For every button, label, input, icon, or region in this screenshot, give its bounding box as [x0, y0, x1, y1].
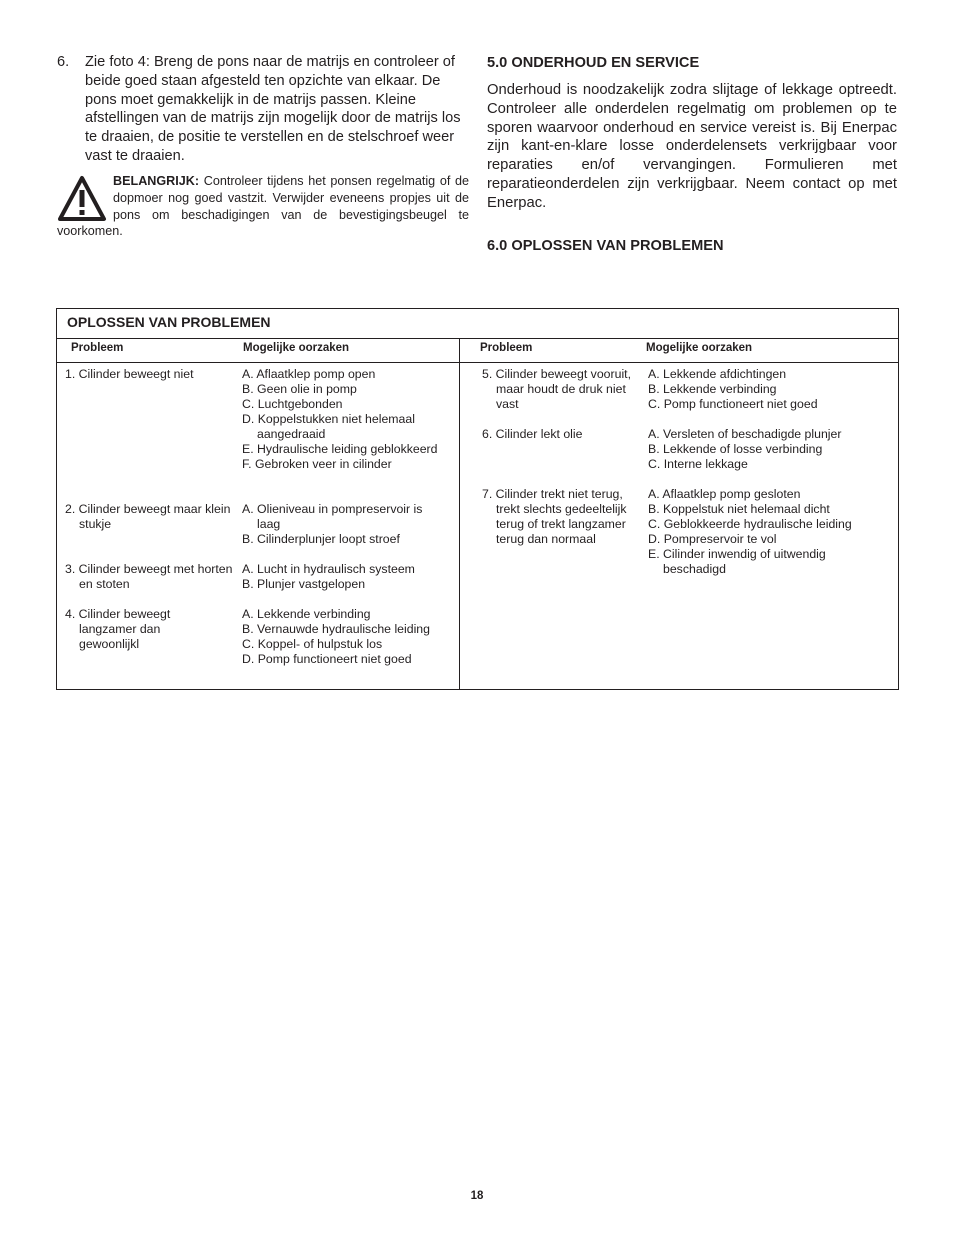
warning-block — [57, 173, 469, 240]
column-header-causes: Mogelijke oorzaken — [646, 342, 753, 354]
step-text: Zie foto 4: Breng de pons naar de matrijs en controleer of beide goed staan afgesteld ten opzichte van elkaar. De pons moet gemakkelijk in de matrijs passen. Kleine afstellingen van de matrijs zijn mogelijk door de matrijs los te draaien, de positie te verstellen en de stelschroef weer vast te draaien. — [85, 54, 461, 164]
cause-item: C. Luchtgebonden — [242, 397, 343, 411]
cause-item: B. Cilinderplunjer loopt stroef — [242, 532, 400, 546]
problem-cell: 7. Cilinder trekt niet terug, trekt slechts gedeeltelijk terug of trekt langzamer terug dan normaal — [482, 487, 627, 546]
column-header-problem: Probleem — [480, 342, 533, 354]
cause-item: E. Hydraulische leiding geblokkeerd — [242, 442, 438, 456]
cause-item: D. Pompreservoir te vol — [648, 532, 777, 546]
causes-cell — [242, 367, 447, 472]
troubleshooting-table — [56, 308, 899, 690]
causes-cell — [648, 487, 888, 577]
table-divider — [57, 362, 898, 363]
table-title: OPLOSSEN VAN PROBLEMEN — [67, 314, 271, 330]
cause-item: C. Geblokkeerde hydraulische leiding — [648, 517, 852, 531]
causes-cell — [242, 562, 447, 592]
cause-item: B. Lekkende of losse verbinding — [648, 442, 823, 456]
causes-cell — [648, 367, 888, 412]
causes-cell — [648, 427, 888, 472]
warning-text: Controleer tijdens het ponsen regelmatig of de dopmoer nog goed vastzit. Verwijder eveneens propjes uit de pons om beschadigingen van de bevestigingsbeugel te voorkomen. — [57, 174, 469, 239]
cause-item: B. Koppelstuk niet helemaal dicht — [648, 502, 830, 516]
problem-cell: 2. Cilinder beweegt maar klein stukje — [65, 502, 231, 531]
warning-triangle-icon — [57, 175, 107, 223]
step-6 — [57, 53, 469, 166]
table-divider — [57, 338, 898, 339]
section-6-heading: 6.0 OPLOSSEN VAN PROBLEMEN — [487, 238, 724, 254]
problem-cell: 1. Cilinder beweegt niet — [65, 367, 194, 381]
cause-item: B. Vernauwde hydraulische leiding — [242, 622, 430, 636]
cause-item: E. Cilinder inwendig of uitwendig beschadigd — [648, 547, 826, 576]
cause-item: A. Aflaatklep pomp open — [242, 367, 376, 381]
problem-cell: 6. Cilinder lekt olie — [482, 427, 583, 441]
step-number: 6. — [57, 54, 70, 70]
causes-cell — [242, 502, 447, 547]
cause-item: A. Lekkende afdichtingen — [648, 367, 787, 381]
section-5-heading: 5.0 ONDERHOUD EN SERVICE — [487, 55, 700, 71]
cause-item: B. Lekkende verbinding — [648, 382, 777, 396]
column-header-problem: Probleem — [71, 342, 124, 354]
cause-item: A. Aflaatklep pomp gesloten — [648, 487, 801, 501]
problem-cell: 5. Cilinder beweegt vooruit, maar houdt de druk niet vast — [482, 367, 632, 411]
cause-item: A. Lucht in hydraulisch systeem — [242, 562, 415, 576]
problem-cell: 4. Cilinder beweegt langzamer dan gewoonlijkl — [65, 607, 171, 651]
cause-item: C. Pomp functioneert niet goed — [648, 397, 818, 411]
cause-item: B. Geen olie in pomp — [242, 382, 357, 396]
column-header-causes: Mogelijke oorzaken — [243, 342, 350, 354]
cause-item: A. Olieniveau in pompreservoir is laag — [242, 502, 423, 531]
section-5-text: Onderhoud is noodzakelijk zodra slijtage of lekkage optreedt. Controleer alle onderdelen regelmatig om problemen op te sporen waarvoor onderhoud en service vereist is. Bij Enerpac zijn kant-en-klare losse onderdelensets verkrijgbaar voor reparaties en/of vervangingen. Formulieren met reparatieonderdelen zijn verkrijgbaar. Neem contact op met Enerpac. — [487, 82, 897, 211]
problem-cell: 3. Cilinder beweegt met horten en stoten — [65, 562, 233, 591]
cause-item: D. Pomp functioneert niet goed — [242, 652, 412, 666]
cause-item: C. Koppel- of hulpstuk los — [242, 637, 383, 651]
cause-item: D. Koppelstukken niet helemaal aangedraaid — [242, 412, 415, 441]
cause-item: C. Interne lekkage — [648, 457, 748, 471]
page-number: 18 — [470, 1190, 484, 1202]
cause-item: F. Gebroken veer in cilinder — [242, 457, 392, 471]
cause-item: A. Lekkende verbinding — [242, 607, 371, 621]
cause-item: A. Versleten of beschadigde plunjer — [648, 427, 842, 441]
table-column-divider — [459, 338, 460, 689]
causes-cell — [242, 607, 447, 667]
cause-item: B. Plunjer vastgelopen — [242, 577, 366, 591]
warning-label: BELANGRIJK: — [113, 174, 200, 188]
